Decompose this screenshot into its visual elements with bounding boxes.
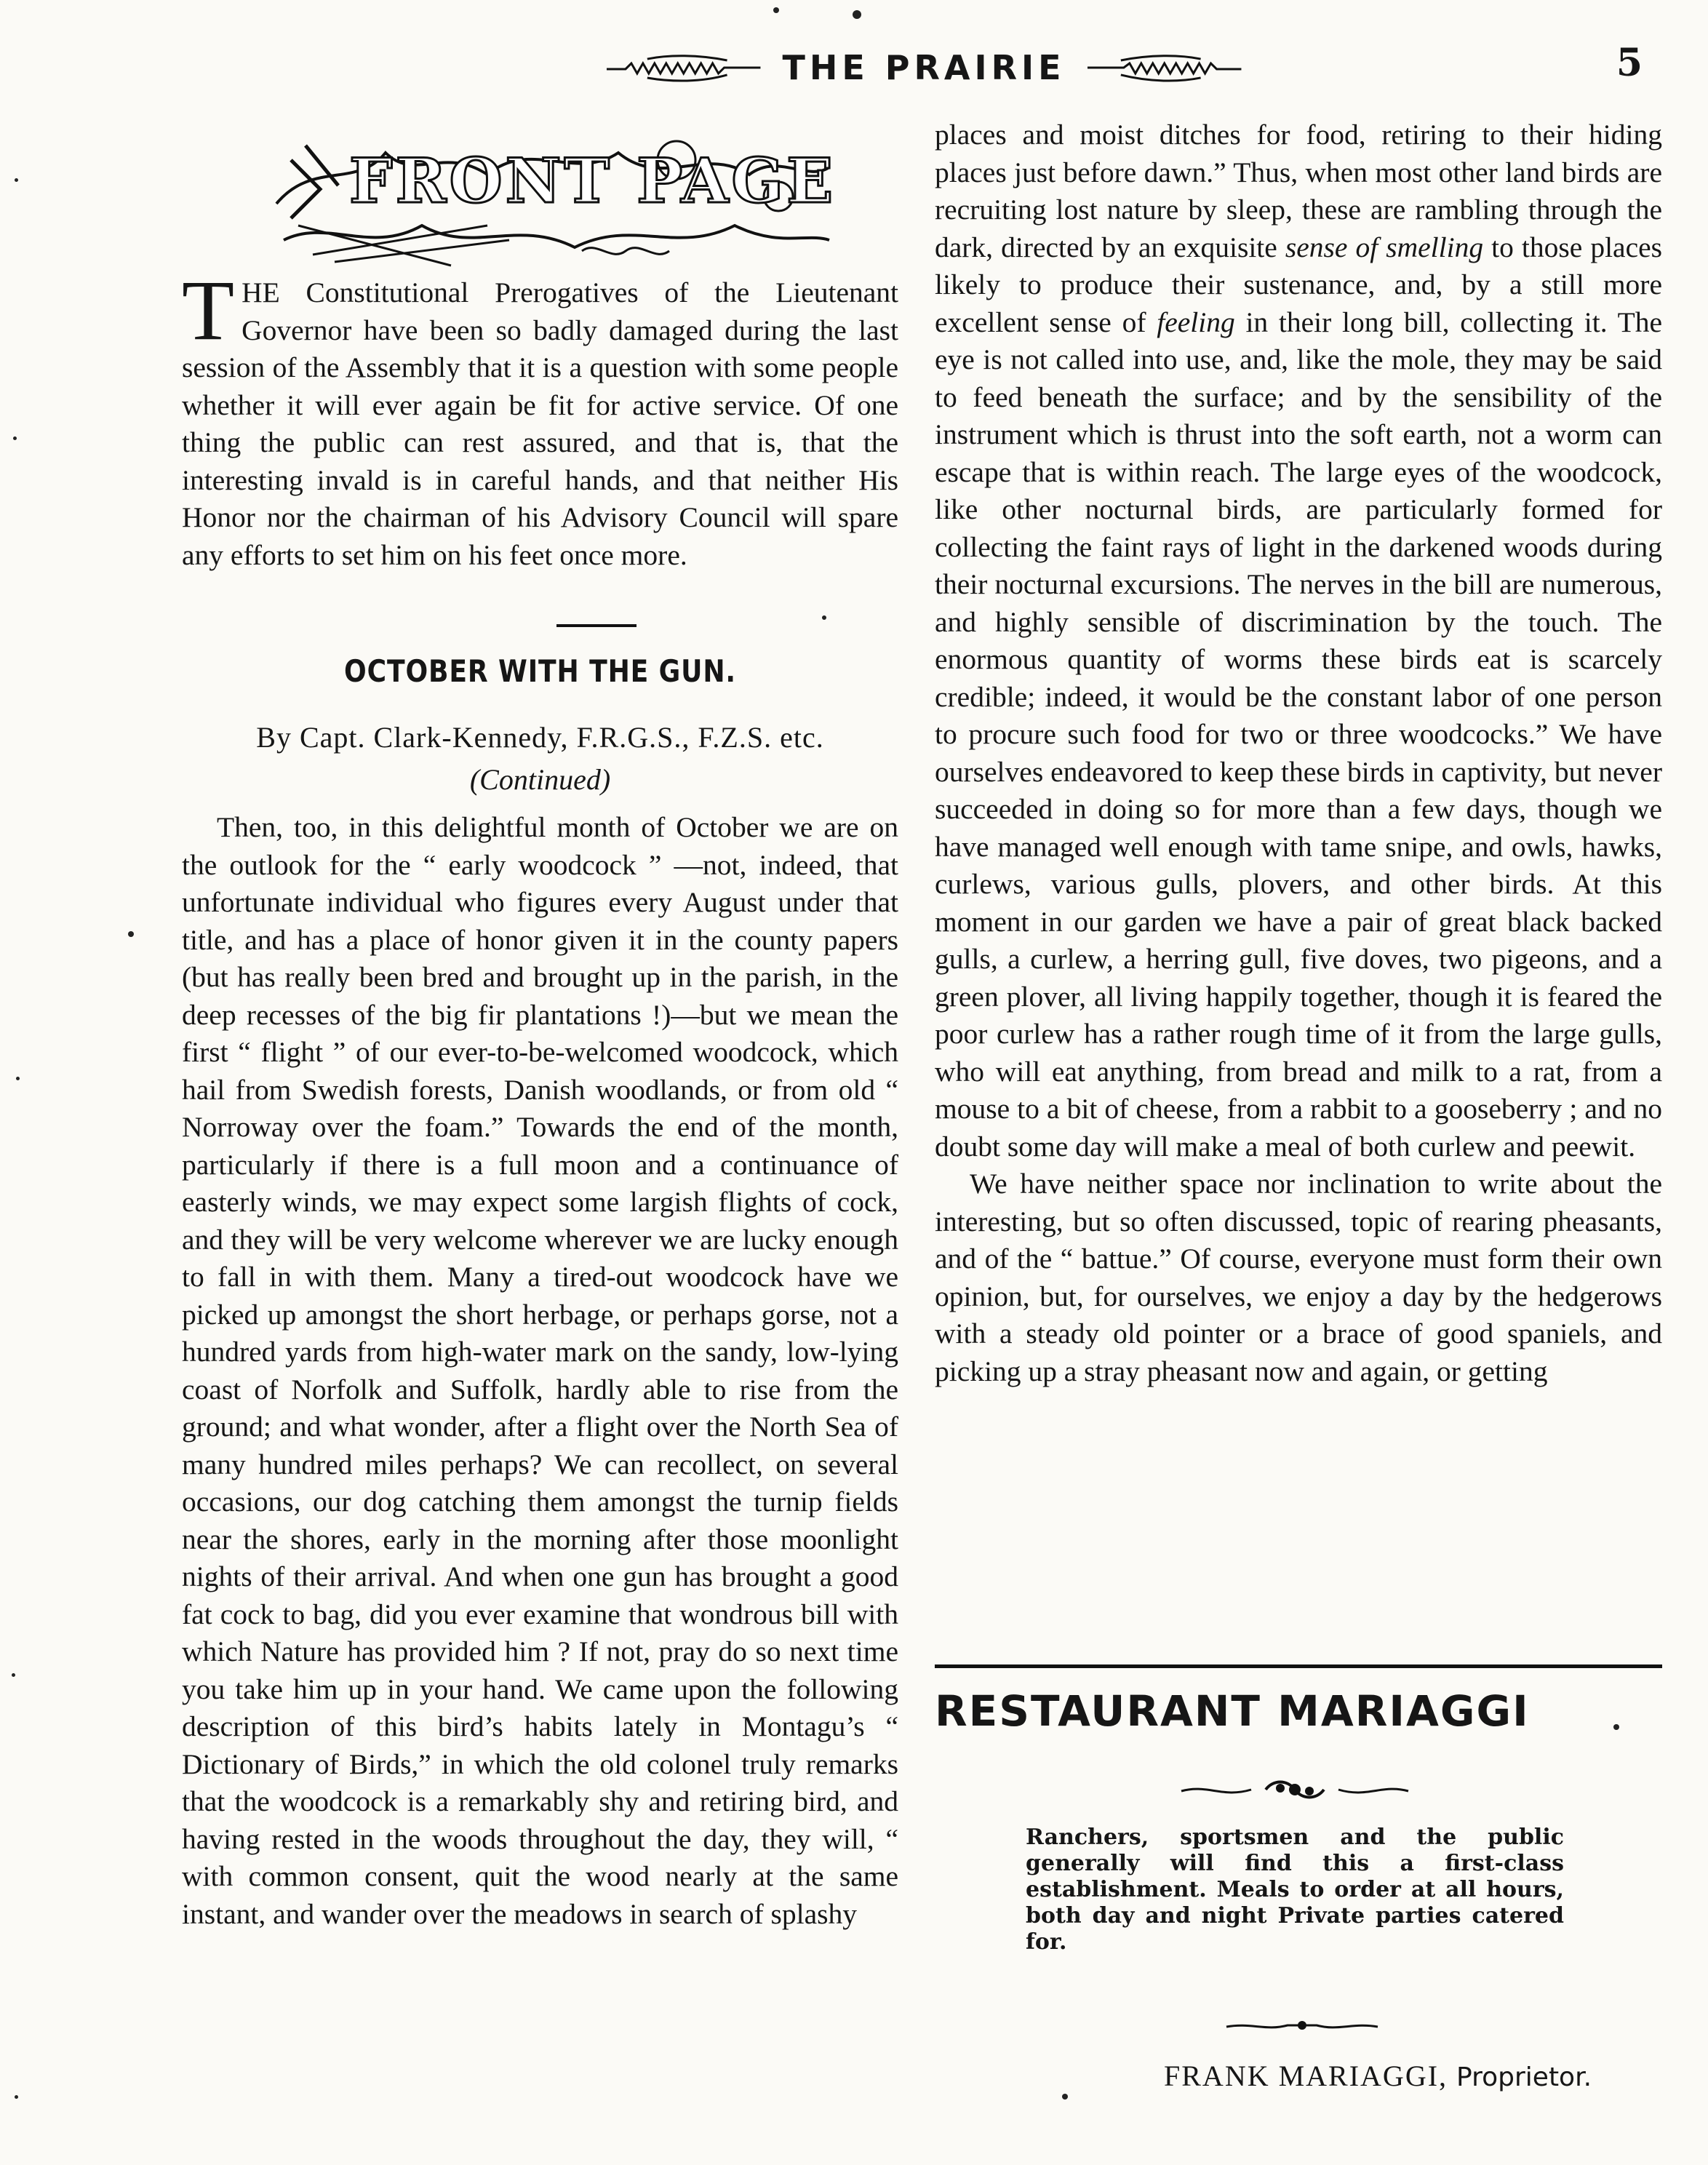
emphasis-smelling: sense of smelling	[1285, 231, 1484, 263]
proprietor-name: FRANK MARIAGGI,	[1164, 2060, 1448, 2092]
print-speck	[773, 7, 779, 13]
front-page-paragraph	[182, 263, 898, 574]
front-page-text: HE Constitutional Prerogatives of the Lieutenant Governor have been so badly damaged during the last session of the Assembly that it is a question with some people whether it will ever again be fit for active service. Of one thing the public can rest assured, and that is, that the interesting invald is in careful hands, and that neither His Honor nor the chairman of his Advisory Council will spare any efforts to set him on his feet once more.	[182, 276, 898, 571]
right-scroll-ornament	[1085, 53, 1244, 82]
drop-cap: T	[182, 263, 235, 358]
front-page-banner	[269, 116, 837, 273]
page-number: 5	[1616, 41, 1643, 85]
advertisement-rule	[935, 1664, 1662, 1668]
article-byline: By Capt. Clark-Kennedy, F.R.G.S., F.Z.S. etc.	[256, 721, 824, 754]
running-head	[604, 42, 1244, 93]
print-speck	[1062, 2094, 1068, 2100]
article-headline: OCTOBER WITH THE GUN.	[344, 653, 736, 689]
article-paragraph-continued: places and moist ditches for food, retiring to their hiding places just before dawn.” Thus, when most other land birds are recruiting lost nature by sleep, these are rambling through the dark, directed by an exquisite sense of smelling to those places likely to produce their sustenance, and, by a still more excellent sense of feeling in their long bill, collecting it. The eye is not called into use, and, like the mole, they may be said to feed beneath the surface; and by the sensibility of the instrument which is thrust into the soft earth, not a worm can escape that is within reach. The large eyes of the woodcock, like other nocturnal birds, are particularly formed for collecting the faint rays of light in the darkened woods during their nocturnal excursions. The nerves in the bill are numerous, and highly sensible of discrimination by the touch. The enormous quantity of worms these birds eat is scarcely credible; indeed, it would be the constant labor of one person to procure such food for two or three woodcocks.” We have ourselves endeavored to keep these birds in captivity, but never succeeded in doing so for more than a few days, though we have managed well enough with tame snipe, and owls, hawks, curlews, various gulls, plovers, and other birds. At this moment in our garden we have a pair of great black backed gulls, a curlew, a herring gull, five doves, two pigeons, and a green plover, all living happily together, though it is feared the poor curlew has a rather rough time of it from the large gulls, who will eat anything, from bread and milk to a rat, from a mouse to a bit of cheese, from a rabbit to a gooseberry ; and no doubt some day will make a meal of both curlew and peewit.	[935, 119, 1663, 1163]
print-speck	[822, 615, 826, 620]
article-paragraph-pheasants: We have neither space nor inclination to write about the interesting, but so often discussed, topic of rearing pheasants, and of the “ battue.” Of course, everyone must form their own opinion, but, for ourselves, we enjoy a day by the hedgerows with a steady old pointer or a brace of good spaniels, and picking up a stray pheasant now and again, or getting	[935, 1168, 1662, 1387]
restaurant-name: RESTAURANT MARIAGGI	[935, 1686, 1530, 1736]
small-ornament	[1222, 2015, 1382, 2037]
print-speck	[15, 178, 18, 182]
front-page-title: FRONT PAGE	[349, 145, 837, 217]
left-scroll-ornament	[604, 53, 763, 82]
print-speck	[15, 2095, 18, 2099]
section-divider	[556, 624, 636, 627]
continued-note: (Continued)	[469, 763, 611, 796]
print-speck	[128, 931, 134, 937]
article-body-right	[935, 116, 1662, 1390]
print-speck	[13, 436, 17, 440]
print-speck	[853, 10, 861, 19]
print-speck	[12, 1673, 15, 1677]
proprietor-line	[1164, 2059, 1659, 2093]
proprietor-title: Proprietor.	[1456, 2062, 1592, 2092]
floral-ornament	[1178, 1775, 1411, 1804]
print-speck	[16, 1077, 20, 1080]
masthead: THE PRAIRIE	[782, 48, 1066, 87]
advertisement-copy: Ranchers, sportsmen and the public generally will find this a first-class establishment. Meals to order at all hours, both day and night Private parties catered for.	[1026, 1825, 1564, 1955]
emphasis-feeling: feeling	[1157, 306, 1235, 338]
article-body-left: Then, too, in this delightful month of October we are on the outlook for the “ early woodcock ” —not, indeed, that unfortunate individual who figures every August under that title, and has a place of honor given it in the county papers (but has really been bred and brought up in the parish, in the deep recesses of the big fir plantations !)—but we mean the first “ flight ” of our ever-to-be-welcomed woodcock, which hail from Swedish forests, Danish woodlands, or from old “ Norroway over the foam.” Towards the end of the month, particularly if there is a full moon and a continuance of easterly winds, we may expect some largish flights of cock, and they will be very welcome wherever we are lucky enough to fall in with them. Many a tired-out woodcock have we picked up amongst the short herbage, or perhaps gorse, not a hundred yards from high-water mark on the sandy, low-lying coast of Norfolk and Suffolk, hardly able to rise from the ground; and what wonder, after a flight over the North Sea of many hundred miles perhaps? We can recollect, on several occasions, our dog catching them amongst the turnip fields near the shores, early in the morning after those moonlight nights of their arrival. And when one gun has brought a good fat cock to bag, did you ever examine that wondrous bill with which Nature has provided him ? If not, pray do so next time you take him up in your hand. We came upon the following description of this bird’s habits lately in Montagu’s “ Dictionary of Birds,” in which the old colonel truly remarks that the woodcock is a remarkably shy and retiring bird, and having rested in the woods throughout the day, they will, “ with common consent, quit the wood nearly at the same instant, and wander over the meadows in search of splashy	[182, 811, 898, 1930]
